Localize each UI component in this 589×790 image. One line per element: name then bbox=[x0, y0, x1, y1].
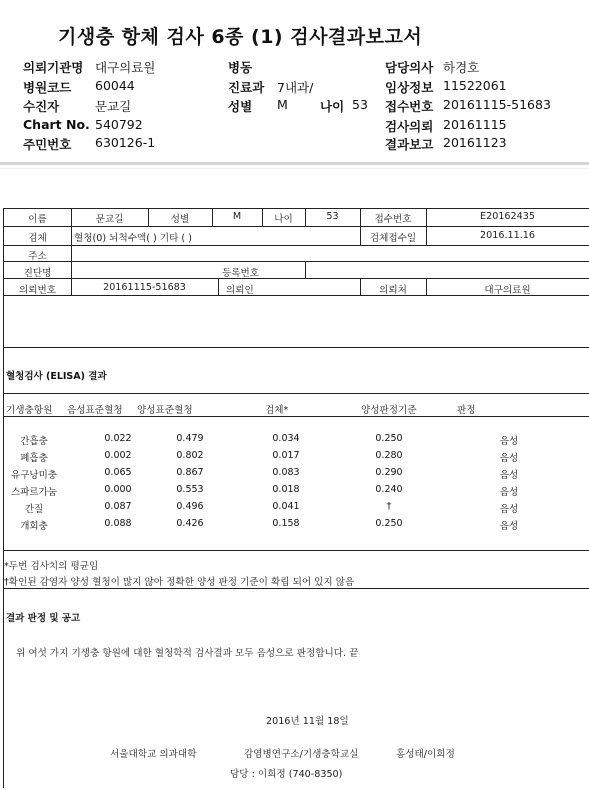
chart-no-value: 540792 bbox=[95, 117, 143, 132]
row-negative-std: 0.000 bbox=[104, 484, 132, 495]
chart-no-label: Chart No. bbox=[23, 117, 90, 132]
resident-no-label: 주민번호 bbox=[23, 137, 72, 152]
form-specimen-date-label: 검체접수일 bbox=[369, 233, 417, 244]
row-positive-std: 0.426 bbox=[176, 518, 204, 529]
scanned-result-sheet bbox=[3, 208, 589, 788]
elisa-section-title: 혈청검사 (ELISA) 결과 bbox=[6, 371, 107, 382]
table-row bbox=[4, 433, 589, 449]
form-req-no-value: 20161115-51683 bbox=[103, 282, 186, 293]
request-date-label: 검사의뢰 bbox=[385, 119, 434, 134]
rule bbox=[4, 588, 589, 589]
row-negative-std: 0.088 bbox=[104, 518, 132, 529]
form-diagnosis-label: 진단명 bbox=[23, 268, 52, 279]
row-cutoff: 0.250 bbox=[375, 518, 403, 529]
form-age-label: 나이 bbox=[274, 214, 293, 225]
row-positive-std: 0.553 bbox=[176, 484, 204, 495]
col-header-cutoff: 양성판정기준 bbox=[361, 405, 417, 416]
form-age-value: 53 bbox=[326, 211, 339, 222]
col-header-antigen: 기생충항원 bbox=[6, 405, 53, 416]
report-date-value: 20161123 bbox=[443, 135, 507, 150]
header-separator-light bbox=[0, 168, 589, 169]
dept-value: 7내과/ bbox=[277, 80, 314, 95]
row-positive-std: 0.496 bbox=[176, 501, 204, 512]
dept-label: 진료과 bbox=[228, 80, 265, 95]
clinical-info-value: 11522061 bbox=[443, 78, 507, 93]
sex-value: M bbox=[277, 97, 288, 112]
receipt-no-label: 접수번호 bbox=[385, 99, 434, 114]
form-specimen-label: 검체 bbox=[28, 233, 47, 244]
row-result: 음성 bbox=[499, 436, 519, 447]
note-cutoff: †확인된 감염자 양성 혈청이 많지 않아 정확한 양성 판정 기준이 확립 되어 있지 않음 bbox=[4, 577, 355, 588]
row-specimen: 0.158 bbox=[272, 518, 300, 529]
row-antigen: 개회충 bbox=[20, 521, 48, 532]
patient-label: 수진자 bbox=[23, 99, 60, 114]
rule bbox=[4, 278, 589, 279]
form-name-value: 문교길 bbox=[95, 214, 124, 225]
row-positive-std: 0.479 bbox=[176, 433, 204, 444]
row-cutoff: 0.290 bbox=[375, 467, 403, 478]
rule bbox=[4, 393, 589, 394]
row-specimen: 0.041 bbox=[272, 501, 300, 512]
row-specimen: 0.018 bbox=[272, 484, 300, 495]
header-separator bbox=[0, 162, 589, 165]
form-sex-value: M bbox=[232, 211, 242, 222]
row-cutoff: † bbox=[386, 501, 392, 512]
row-antigen: 스파르가눔 bbox=[11, 487, 57, 498]
row-cutoff: 0.250 bbox=[375, 433, 403, 444]
doctor-value: 하경호 bbox=[443, 60, 480, 75]
rule bbox=[4, 226, 589, 227]
table-row bbox=[4, 518, 589, 534]
col-header-negative-std: 음성표준혈청 bbox=[67, 405, 123, 416]
row-cutoff: 0.280 bbox=[375, 450, 403, 461]
hospital-code-value: 60044 bbox=[95, 78, 135, 93]
row-cutoff: 0.240 bbox=[375, 484, 403, 495]
table-row bbox=[4, 484, 589, 500]
report-date-label: 결과보고 bbox=[385, 137, 434, 152]
row-antigen: 유구낭미충 bbox=[11, 470, 57, 481]
signers: 홍성태/이희정 bbox=[396, 749, 455, 760]
form-specimen-value: 혈청(0) 뇌척수액( ) 기타 ( ) bbox=[74, 233, 192, 244]
clinical-info-label: 임상정보 bbox=[385, 80, 434, 95]
row-negative-std: 0.065 bbox=[104, 467, 132, 478]
row-antigen: 폐흡충 bbox=[20, 453, 48, 464]
row-result: 음성 bbox=[499, 504, 519, 515]
form-address-label: 주소 bbox=[28, 251, 47, 262]
table-row bbox=[4, 467, 589, 483]
row-negative-std: 0.022 bbox=[104, 433, 132, 444]
form-req-org-value: 대구의료원 bbox=[484, 285, 531, 296]
receipt-no-value: 20161115-51683 bbox=[443, 97, 551, 112]
row-negative-std: 0.002 bbox=[104, 450, 132, 461]
patient-value: 문교길 bbox=[95, 99, 132, 114]
col-header-positive-std: 양성표준혈청 bbox=[137, 405, 193, 416]
row-result: 음성 bbox=[499, 470, 519, 481]
row-specimen: 0.017 bbox=[272, 450, 300, 461]
request-date-value: 20161115 bbox=[443, 117, 507, 132]
rule bbox=[4, 245, 589, 246]
form-sex-label: 성별 bbox=[170, 214, 190, 225]
row-negative-std: 0.087 bbox=[104, 501, 132, 512]
form-requester-label: 의뢰인 bbox=[226, 285, 254, 296]
contact-info: 담당 : 이희정 (740-8350) bbox=[230, 769, 343, 780]
rule bbox=[4, 416, 589, 417]
table-row bbox=[4, 501, 589, 517]
result-section-title: 결과 판정 및 공고 bbox=[6, 613, 81, 624]
ward-label: 병동 bbox=[228, 60, 253, 75]
row-positive-std: 0.802 bbox=[176, 450, 204, 461]
form-specimen-date-value: 2016.11.16 bbox=[480, 230, 535, 241]
report-title: 기생충 항체 검사 6종 (1) 검사결과보고서 bbox=[58, 26, 423, 48]
hospital-code-label: 병원코드 bbox=[23, 80, 72, 95]
row-result: 음성 bbox=[499, 453, 519, 464]
rule bbox=[4, 347, 589, 348]
form-req-org-label: 의뢰처 bbox=[379, 285, 407, 296]
note-average: *두번 검사치의 평균임 bbox=[4, 561, 99, 572]
institution-label: 의뢰기관명 bbox=[23, 60, 84, 75]
lab-name: 감염병연구소/기생충학교실 bbox=[244, 749, 359, 760]
doctor-label: 담당의사 bbox=[385, 60, 434, 75]
institution-value: 대구의료원 bbox=[95, 60, 156, 75]
form-name-label: 이름 bbox=[28, 214, 47, 225]
form-receipt-label: 접수번호 bbox=[374, 214, 412, 225]
row-result: 음성 bbox=[499, 521, 519, 532]
form-receipt-value: E20162435 bbox=[480, 211, 535, 222]
rule bbox=[4, 208, 589, 209]
university-name: 서울대학교 의과대학 bbox=[110, 749, 197, 760]
form-req-no-label: 의뢰번호 bbox=[18, 285, 57, 296]
row-specimen: 0.034 bbox=[272, 433, 300, 444]
resident-no-value: 630126-1 bbox=[95, 135, 156, 150]
result-text: 위 여섯 가지 기생충 항원에 대한 혈청학적 검사결과 모두 음성으로 판정합니다. 끝 bbox=[16, 648, 359, 659]
table-row bbox=[4, 450, 589, 466]
rule bbox=[4, 550, 589, 551]
age-label: 나이 bbox=[320, 99, 345, 114]
row-result: 음성 bbox=[499, 487, 519, 498]
age-value: 53 bbox=[352, 97, 368, 112]
row-positive-std: 0.867 bbox=[176, 467, 204, 478]
row-specimen: 0.083 bbox=[272, 467, 300, 478]
report-date: 2016년 11월 18일 bbox=[266, 716, 349, 727]
form-reg-label: 등록번호 bbox=[222, 268, 260, 279]
row-antigen: 간흡충 bbox=[20, 436, 48, 447]
rule bbox=[4, 261, 589, 262]
row-antigen: 간질 bbox=[24, 504, 44, 515]
sex-label: 성별 bbox=[228, 99, 253, 114]
col-header-specimen: 검체* bbox=[265, 405, 289, 416]
col-header-result: 판정 bbox=[457, 405, 476, 416]
